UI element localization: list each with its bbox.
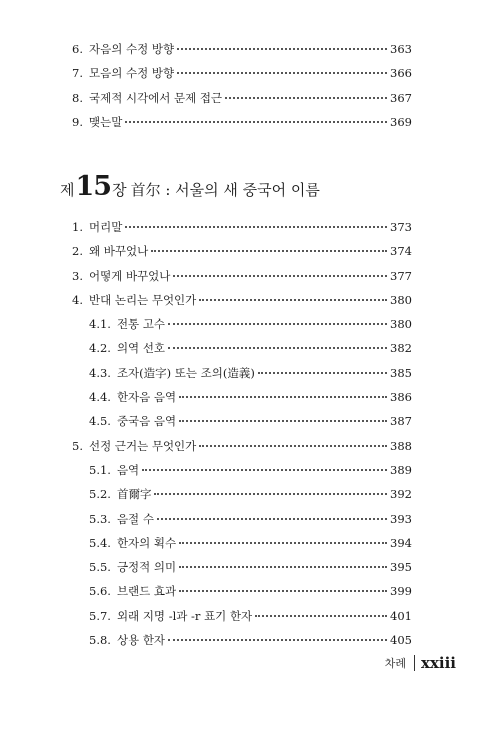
toc-entry-page: 395 xyxy=(390,560,412,575)
toc-entry-number: 6. xyxy=(72,42,83,56)
toc-entry[interactable] xyxy=(72,336,412,360)
toc-entry[interactable] xyxy=(72,61,412,85)
footer-page-number: xxiii xyxy=(421,654,456,672)
dot-leader xyxy=(179,541,387,544)
footer-divider xyxy=(414,655,415,671)
toc-entry-page: 373 xyxy=(390,220,412,234)
toc-entry[interactable] xyxy=(72,37,412,61)
toc-entry-page: 392 xyxy=(390,487,412,502)
toc-entry[interactable] xyxy=(72,482,412,506)
toc-entry-title: 긍정적 의미 xyxy=(116,560,177,575)
toc-entry-number: 2. xyxy=(72,244,83,259)
toc-entry-title: 어떻게 바꾸었나 xyxy=(88,268,171,283)
toc-entry-title: 외래 지명 -l과 -r 표기 한자 xyxy=(116,608,253,623)
dot-leader xyxy=(179,419,387,422)
dot-leader xyxy=(225,96,387,99)
toc-entry-page: 380 xyxy=(390,292,412,307)
toc-entry-title: 왜 바꾸었나 xyxy=(88,244,149,259)
toc-entry-page: 363 xyxy=(390,42,412,56)
toc-entry[interactable] xyxy=(72,361,412,385)
toc-entry-page: 388 xyxy=(390,438,412,453)
toc-entry-title: 반대 논리는 무엇인가 xyxy=(88,292,197,307)
toc-entry-title: 선정 근거는 무엇인가 xyxy=(88,438,197,453)
toc-previous-chapter-entries xyxy=(72,37,412,134)
dot-leader xyxy=(179,395,387,398)
toc-entry-number: 3. xyxy=(72,268,83,283)
dot-leader xyxy=(173,274,387,277)
toc-entry-title: 중국음 음역 xyxy=(116,414,177,429)
footer-section-label: 차례 xyxy=(384,657,407,670)
toc-entry-title: 모음의 수정 방향 xyxy=(88,66,175,81)
toc-entry-number: 5.4. xyxy=(89,535,111,550)
toc-entry-page: 369 xyxy=(390,114,412,129)
toc-entry-page: 394 xyxy=(390,535,412,550)
toc-entry-number: 4.4. xyxy=(89,390,111,405)
toc-entry[interactable] xyxy=(72,434,412,458)
chapter-title: 首尔 : 서울의 새 중국어 이름 xyxy=(130,181,320,199)
dot-leader xyxy=(151,249,387,252)
toc-entry[interactable] xyxy=(72,579,412,603)
toc-entry-number: 5.7. xyxy=(89,608,111,623)
dot-leader xyxy=(177,47,387,50)
toc-entry-title: 자음의 수정 방향 xyxy=(88,42,175,56)
dot-leader xyxy=(168,638,387,641)
toc-entry[interactable] xyxy=(72,531,412,555)
toc-entry-title: 한자음 음역 xyxy=(116,390,177,405)
toc-entry-number: 1. xyxy=(72,220,83,234)
toc-entry-page: 367 xyxy=(390,90,412,105)
toc-entry-title: 머리말 xyxy=(88,220,123,234)
page-footer xyxy=(385,654,456,672)
dot-leader xyxy=(125,225,387,228)
dot-leader xyxy=(168,322,387,325)
toc-entry-page: 401 xyxy=(390,608,412,623)
toc-entry-page: 382 xyxy=(390,341,412,356)
chapter-number: 15 xyxy=(75,171,112,202)
toc-entry-page: 385 xyxy=(390,365,412,380)
toc-entry[interactable] xyxy=(72,409,412,433)
dot-leader xyxy=(255,614,387,617)
toc-entry-number: 5.5. xyxy=(89,560,111,575)
toc-entry[interactable] xyxy=(72,264,412,288)
chapter-prefix: 제 xyxy=(60,181,75,199)
toc-entry-page: 380 xyxy=(390,317,412,332)
toc-entry-number: 4.3. xyxy=(89,365,111,380)
toc-entry-title: 전통 고수 xyxy=(116,317,166,332)
dot-leader xyxy=(199,444,387,447)
toc-entry-title: 음절 수 xyxy=(116,511,154,526)
toc-entry-page: 389 xyxy=(390,462,412,477)
toc-entry-page: 405 xyxy=(390,633,412,648)
toc-entry-number: 4.5. xyxy=(89,414,111,429)
toc-entry-page: 366 xyxy=(390,66,412,81)
chapter-suffix: 장 xyxy=(112,181,127,199)
toc-entry-page: 377 xyxy=(390,268,412,283)
toc-chapter-entries xyxy=(72,215,412,652)
toc-entry[interactable] xyxy=(72,239,412,263)
toc-entry-number: 4. xyxy=(72,292,83,307)
toc-entry-number: 7. xyxy=(72,66,83,81)
toc-entry-number: 5. xyxy=(72,438,83,453)
toc-entry-title: 상용 한자 xyxy=(116,633,166,648)
dot-leader xyxy=(157,517,387,520)
toc-entry-number: 9. xyxy=(72,114,83,129)
toc-entry[interactable] xyxy=(72,312,412,336)
dot-leader xyxy=(168,346,387,349)
toc-entry[interactable] xyxy=(72,385,412,409)
toc-entry-page: 374 xyxy=(390,244,412,259)
toc-entry-title: 한자의 획수 xyxy=(116,535,177,550)
dot-leader xyxy=(179,589,387,592)
toc-entry-number: 4.2. xyxy=(89,341,111,356)
toc-entry-page: 393 xyxy=(390,511,412,526)
toc-entry[interactable] xyxy=(72,110,412,134)
toc-entry-number: 5.2. xyxy=(89,487,111,502)
toc-entry[interactable] xyxy=(72,555,412,579)
toc-entry-title: 조자(造字) 또는 조의(造義) xyxy=(116,365,255,380)
toc-entry[interactable] xyxy=(72,507,412,531)
toc-entry-title: 브랜드 효과 xyxy=(116,584,177,599)
dot-leader xyxy=(177,71,387,74)
toc-entry-number: 5.8. xyxy=(89,633,111,648)
dot-leader xyxy=(142,468,387,471)
toc-entry-title: 의역 선호 xyxy=(116,341,166,356)
dot-leader xyxy=(199,298,387,301)
toc-entry-page: 399 xyxy=(390,584,412,599)
toc-entry-number: 5.3. xyxy=(89,511,111,526)
toc-entry-number: 8. xyxy=(72,90,83,105)
toc-entry-number: 5.6. xyxy=(89,584,111,599)
toc-entry-page: 387 xyxy=(390,414,412,429)
toc-entry[interactable] xyxy=(72,628,412,652)
toc-entry-title: 맺는말 xyxy=(88,114,123,129)
toc-entry[interactable] xyxy=(72,86,412,110)
toc-entry[interactable] xyxy=(72,215,412,239)
toc-entry-page: 386 xyxy=(390,390,412,405)
toc-entry[interactable] xyxy=(72,458,412,482)
dot-leader xyxy=(258,371,387,374)
dot-leader xyxy=(179,565,387,568)
toc-entry[interactable] xyxy=(72,288,412,312)
toc-entry-number: 5.1. xyxy=(89,462,111,477)
toc-entry[interactable] xyxy=(72,604,412,628)
toc-entry-number: 4.1. xyxy=(89,317,111,332)
toc-entry-title: 首爾字 xyxy=(116,487,152,502)
toc-entry-title: 국제적 시각에서 문제 접근 xyxy=(88,90,223,105)
chapter-heading xyxy=(60,171,320,207)
dot-leader xyxy=(154,492,387,495)
toc-entry-title: 음역 xyxy=(116,462,140,477)
dot-leader xyxy=(125,120,387,123)
